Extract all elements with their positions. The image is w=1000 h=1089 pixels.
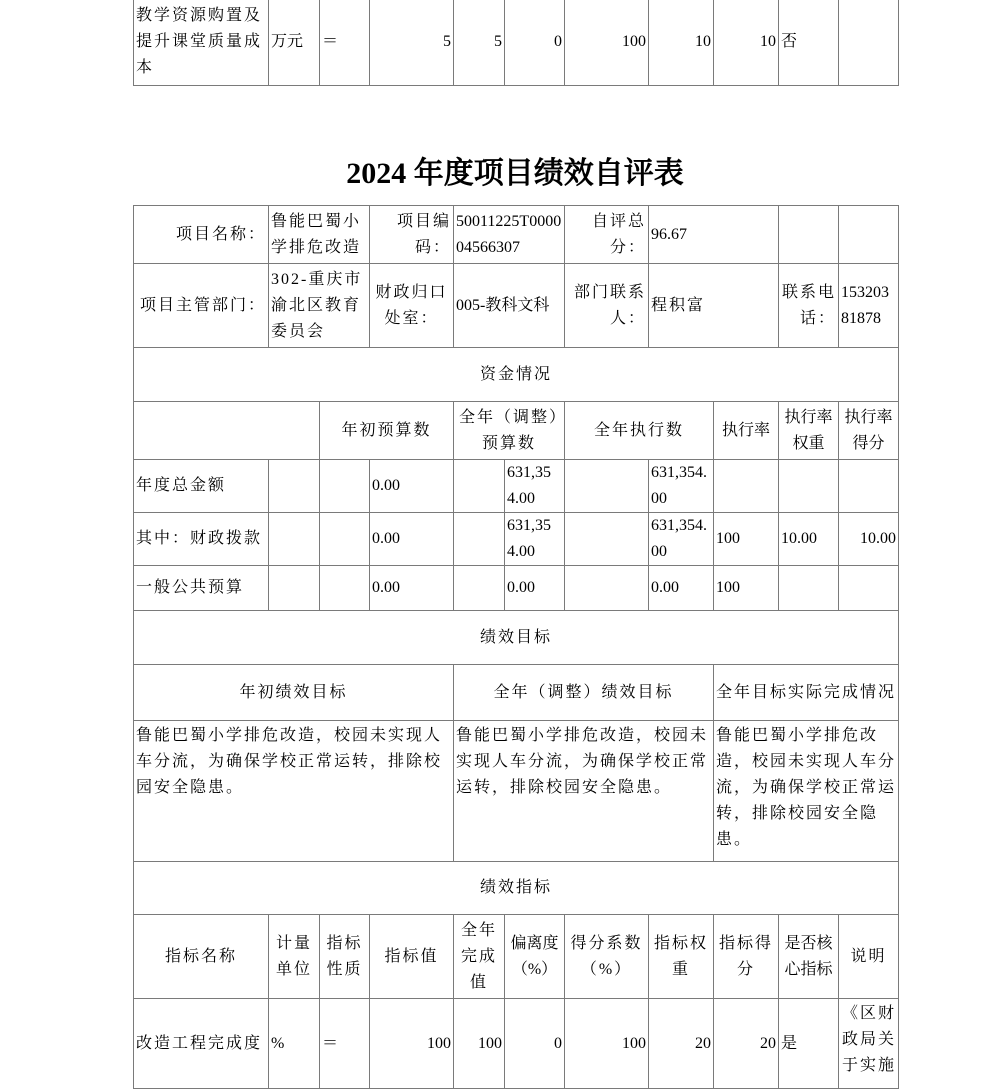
funds-header: 执行率权重: [779, 402, 839, 460]
initial-budget: 0.00: [370, 460, 454, 513]
goals-header: 全年目标实际完成情况: [714, 665, 899, 721]
indicator-note: [839, 0, 899, 85]
indicator-header: 偏离度（%）: [505, 915, 565, 999]
indicator-header: 计量单位: [269, 915, 320, 999]
indicator-header: 说明: [839, 915, 899, 999]
indicator-header: 指标得分: [714, 915, 779, 999]
indicator-weight: 20: [649, 999, 714, 1089]
indicator-header: 指标值: [370, 915, 454, 999]
indicator-header: 是否核心指标: [779, 915, 839, 999]
indicator-note: 《区财政局关于实施: [839, 999, 899, 1089]
table-row: [134, 611, 899, 665]
table-row: [134, 999, 899, 1089]
indicator-header: 全年完成值: [454, 915, 505, 999]
actual-completion: 鲁能巴蜀小学排危改造，校园未实现人车分流，为确保学校正常运转，排除校园安全隐患。: [714, 721, 899, 862]
indicator-deviation: 0: [505, 999, 565, 1089]
indicator-name: 教学资源购置及提升课堂质量成本: [134, 0, 269, 85]
indicator-score: 10: [714, 0, 779, 85]
adjusted-goal: 鲁能巴蜀小学排危改造，校园未实现人车分流，为确保学校正常运转，排除校园安全隐患。: [454, 721, 714, 862]
self-evaluation-table: [133, 205, 899, 1089]
funds-row-label: 其中：财政拨款: [134, 513, 269, 566]
contact-label: 部门联系人：: [565, 264, 649, 348]
dept: 302-重庆市渝北区教育委员会: [269, 264, 370, 348]
indicator-coef: 100: [565, 0, 649, 85]
rate-weight: 10.00: [779, 513, 839, 566]
indicator-header: 指标性质: [320, 915, 370, 999]
indicator-actual: 100: [454, 999, 505, 1089]
indicator-core: 是: [779, 999, 839, 1089]
executed-amount: 0.00: [649, 566, 714, 611]
project-code-label: 项目编码：: [370, 206, 454, 264]
funds-header: 全年执行数: [565, 402, 714, 460]
dept-label: 项目主管部门：: [134, 264, 269, 348]
funds-header: 年初预算数: [320, 402, 454, 460]
funds-header: 全年（调整）预算数: [454, 402, 565, 460]
table-row: [134, 0, 899, 85]
phone-label: 联系电话：: [779, 264, 839, 348]
contact: 程积富: [649, 264, 779, 348]
funds-row-label: 一般公共预算: [134, 566, 269, 611]
funds-header: 执行率得分: [839, 402, 899, 460]
office: 005-教科文科: [454, 264, 565, 348]
execution-rate: 100: [714, 513, 779, 566]
phone: 15320381878: [839, 264, 899, 348]
indicator-nature: ＝: [320, 0, 370, 85]
total-score: 96.67: [649, 206, 779, 264]
indicator-header: 得分系数（%）: [565, 915, 649, 999]
indicator-unit: 万元: [269, 0, 320, 85]
rate-weight: [779, 460, 839, 513]
table-row: [134, 721, 899, 862]
table-row: [134, 665, 899, 721]
goals-header: 年初绩效目标: [134, 665, 454, 721]
indicator-coef: 100: [565, 999, 649, 1089]
indicator-header: 指标名称: [134, 915, 269, 999]
indicator-score: 20: [714, 999, 779, 1089]
project-name-label: 项目名称：: [134, 206, 269, 264]
execution-rate: [714, 460, 779, 513]
indicator-target: 100: [370, 999, 454, 1089]
indicator-header: 指标权重: [649, 915, 714, 999]
indicator-deviation: 0: [505, 0, 565, 85]
indicator-weight: 10: [649, 0, 714, 85]
funds-row-label: 年度总金额: [134, 460, 269, 513]
table-row: [134, 513, 899, 566]
project-name: 鲁能巴蜀小学排危改造: [269, 206, 370, 264]
indicator-nature: ＝: [320, 999, 370, 1089]
rate-score: 10.00: [839, 513, 899, 566]
adjusted-budget: 631,354.00: [505, 513, 565, 566]
executed-amount: 631,354.00: [649, 513, 714, 566]
table-row: [134, 348, 899, 402]
execution-rate: 100: [714, 566, 779, 611]
score-label: 自评总分：: [565, 206, 649, 264]
indicator-name: 改造工程完成度: [134, 999, 269, 1089]
initial-goal: 鲁能巴蜀小学排危改造，校园未实现人车分流，为确保学校正常运转，排除校园安全隐患。: [134, 721, 454, 862]
indicator-core: 否: [779, 0, 839, 85]
initial-budget: 0.00: [370, 566, 454, 611]
table-row: [134, 264, 899, 348]
goals-section-title: 绩效目标: [134, 611, 899, 665]
office-label: 财政归口处室：: [370, 264, 454, 348]
table-row: [134, 206, 899, 264]
indicator-target: 5: [370, 0, 454, 85]
table-row: [134, 460, 899, 513]
table-row: [134, 402, 899, 460]
indicator-unit: %: [269, 999, 320, 1089]
table-row: [134, 566, 899, 611]
funds-header: 执行率: [714, 402, 779, 460]
previous-indicator-table: [133, 0, 899, 86]
funds-section-title: 资金情况: [134, 348, 899, 402]
executed-amount: 631,354.00: [649, 460, 714, 513]
rate-score: [839, 460, 899, 513]
page-title: 2024 年度项目绩效自评表: [346, 157, 684, 190]
table-row: [134, 862, 899, 915]
rate-score: [839, 566, 899, 611]
adjusted-budget: 0.00: [505, 566, 565, 611]
project-code: 50011225T000004566307: [454, 206, 565, 264]
indicators-section-title: 绩效指标: [134, 862, 899, 915]
goals-header: 全年（调整）绩效目标: [454, 665, 714, 721]
adjusted-budget: 631,354.00: [505, 460, 565, 513]
rate-weight: [779, 566, 839, 611]
initial-budget: 0.00: [370, 513, 454, 566]
table-row: [134, 915, 899, 999]
indicator-actual: 5: [454, 0, 505, 85]
